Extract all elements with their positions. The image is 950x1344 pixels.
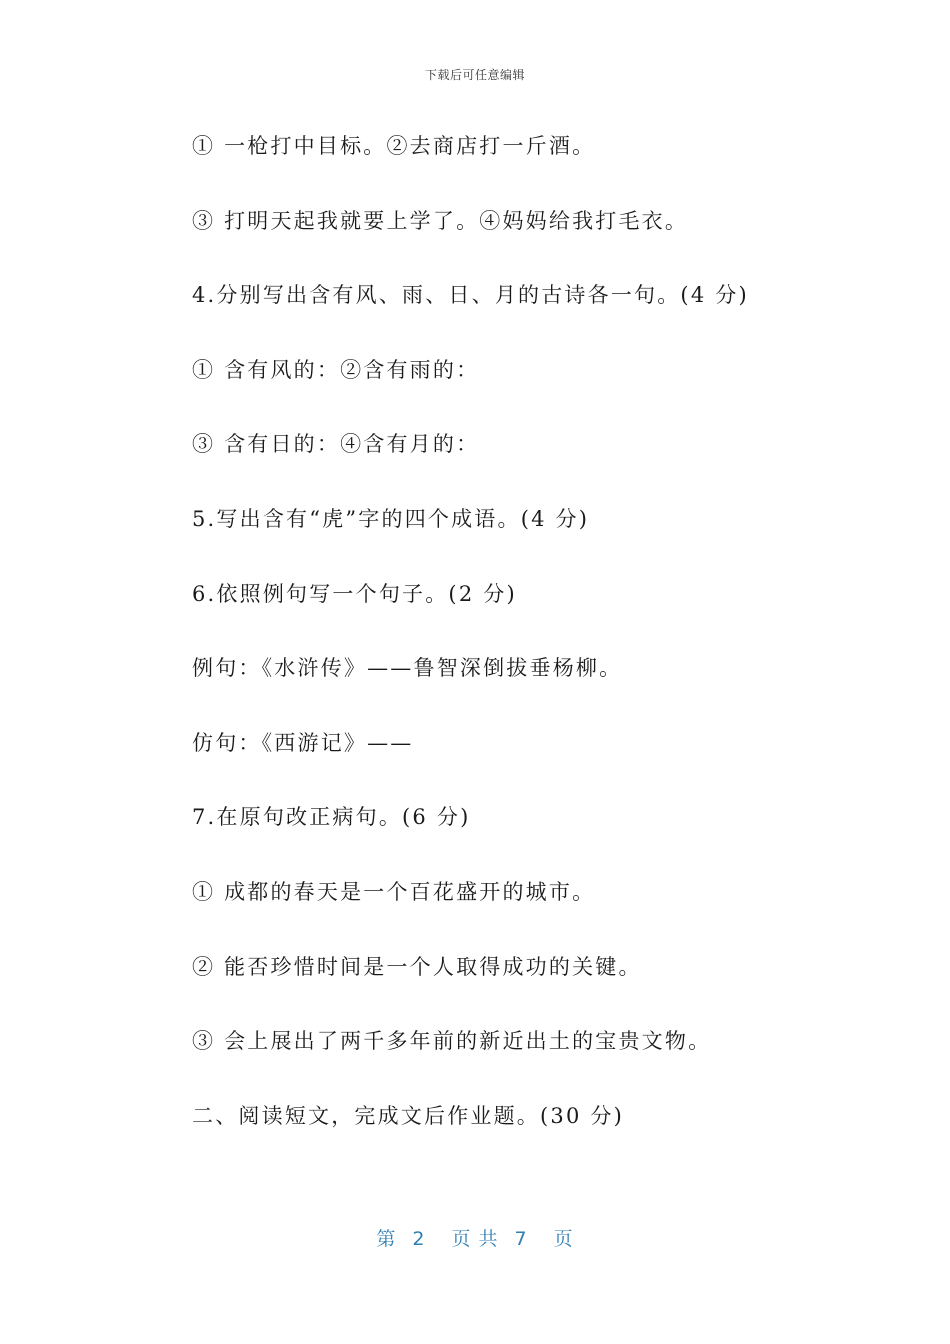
footer-prefix: 第 (376, 1228, 397, 1250)
text-line: ③ 打明天起我就要上学了。④妈妈给我打毛衣。 (192, 208, 689, 233)
footer-middle: 页 共 (451, 1228, 499, 1250)
text-line: ① 成都的春天是一个百花盛开的城市。 (192, 879, 596, 904)
text-line: ② 能否珍惜时间是一个人取得成功的关键。 (192, 954, 642, 979)
footer-page-number: 2 (412, 1228, 426, 1250)
question-6-heading: 6.依照例句写一个句子。(2 分) (192, 581, 517, 606)
text-line: ③ 含有日的：④含有月的： (192, 432, 480, 457)
text-line: ① 含有风的：②含有雨的： (192, 357, 480, 382)
page-header-note: 下载后可任意编辑 (424, 68, 525, 82)
page-footer (0, 1224, 950, 1251)
document-body (192, 126, 832, 1170)
footer-suffix: 页 (553, 1228, 574, 1250)
section-2-heading: 二、阅读短文，完成文后作业题。(30 分) (192, 1103, 624, 1128)
question-4-heading: 4.分别写出含有风、雨、日、月的古诗各一句。(4 分) (192, 283, 749, 308)
footer-total-pages: 7 (514, 1228, 528, 1250)
question-5-heading: 5.写出含有“虎”字的四个成语。(4 分) (192, 506, 590, 531)
text-line: ③ 会上展出了两千多年前的新近出土的宝贵文物。 (192, 1029, 712, 1054)
question-7-heading: 7.在原句改正病句。(6 分) (192, 805, 471, 830)
imitation-sentence: 仿句：《西游记》—— (192, 730, 414, 755)
example-sentence: 例句：《水浒传》——鲁智深倒拔垂杨柳。 (192, 656, 623, 681)
text-line: ① 一枪打中目标。②去商店打一斤酒。 (192, 134, 596, 158)
